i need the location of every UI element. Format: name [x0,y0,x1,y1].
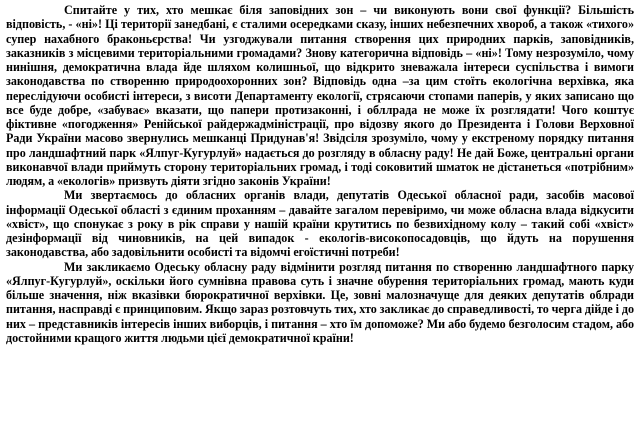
paragraph-3: Ми закликаємо Одеську обласну раду відмінити розгляд питання по створенню ландшафтного парку «Ялпуг-Кугурлуй», оскільки його сумнівна правова суть і значне обурення територіальних громад, мають куди більше значення, ніж вказівки бюрократичної верхівки. Це, зовні малозначуще для деяких депутатів облради питання, насправді є принциповим. Якщо зараз розтовчуть тих, хто закликає до справедливості, то черга дійде і до них – представників інтересів інших виборців, і питання – хто їм допоможе? Ми або будемо безголосим стадом, або достойними кращого життя людьми цієї демократичної країни! [6,259,634,345]
paragraph-1: Спитайте у тих, хто мешкає біля заповідних зон – чи виконують вони свої функції? Більшість відповість, - «ні»! Ці території занедбані, є сталими осередками сказу, інших небезпечних хвороб, а також «тихого» супер нахабного браконьєрства! Чи узгоджували питання створення цих природних парків, заповідників, заказників з місцевими територіальними громадами? Знову категорична відповідь – «ні»! Тому незрозуміло, чому нинішня, демократична влада йде шляхом колишньої, що відкрито зневажала інтереси суспільства і вимоги законодавства по створенню природоохоронних зон? Відповідь одна –за цим стоїть екологічна верхівка, яка переслідуючи особисті інтереси, з висоти Департаменту екології, стрясаючи стопами паперів, у яких записано що все буде добре, «забуває» вказати, що папери протизаконні, і обллрада не може їх розглядати! Чого коштує фіктивне «погодження» Ренійської райдержадміністрації, про відозву якого до Президента і Голови Верховної Ради України масово звернулись мешканці Придунав'я! Звідсіля зрозуміло, чому у екстреному порядку питання про ландшафтний парк «Ялпуг-Кугурлуй» надається до розгляду в обласну раду! Не дай Боже, центральні органи виконавчої влади приймуть сторону територіальних громад, і тоді соковитий шматок не дістанеться «потрібним» людям, а «екологів» призвуть діяти згідно законів України! [6,3,634,188]
paragraph-2: Ми звертаємось до обласних органів влади, депутатів Одеської обласної ради, засобів масової інформації Одеської області з єдиним проханням – давайте загалом перевіримо, чи може обласна влада відкусити «хвіст», що спонукає з року в рік справи у нашій країни крутитись по безвихідному колу – такий собі «хвіст» дезінформації від чиновників, на цей випадок - екологів-високопосадовців, що йдуть на порушення законодавства, або задовільнити особисті та відомчі егоїстичні потреби! [6,188,634,260]
